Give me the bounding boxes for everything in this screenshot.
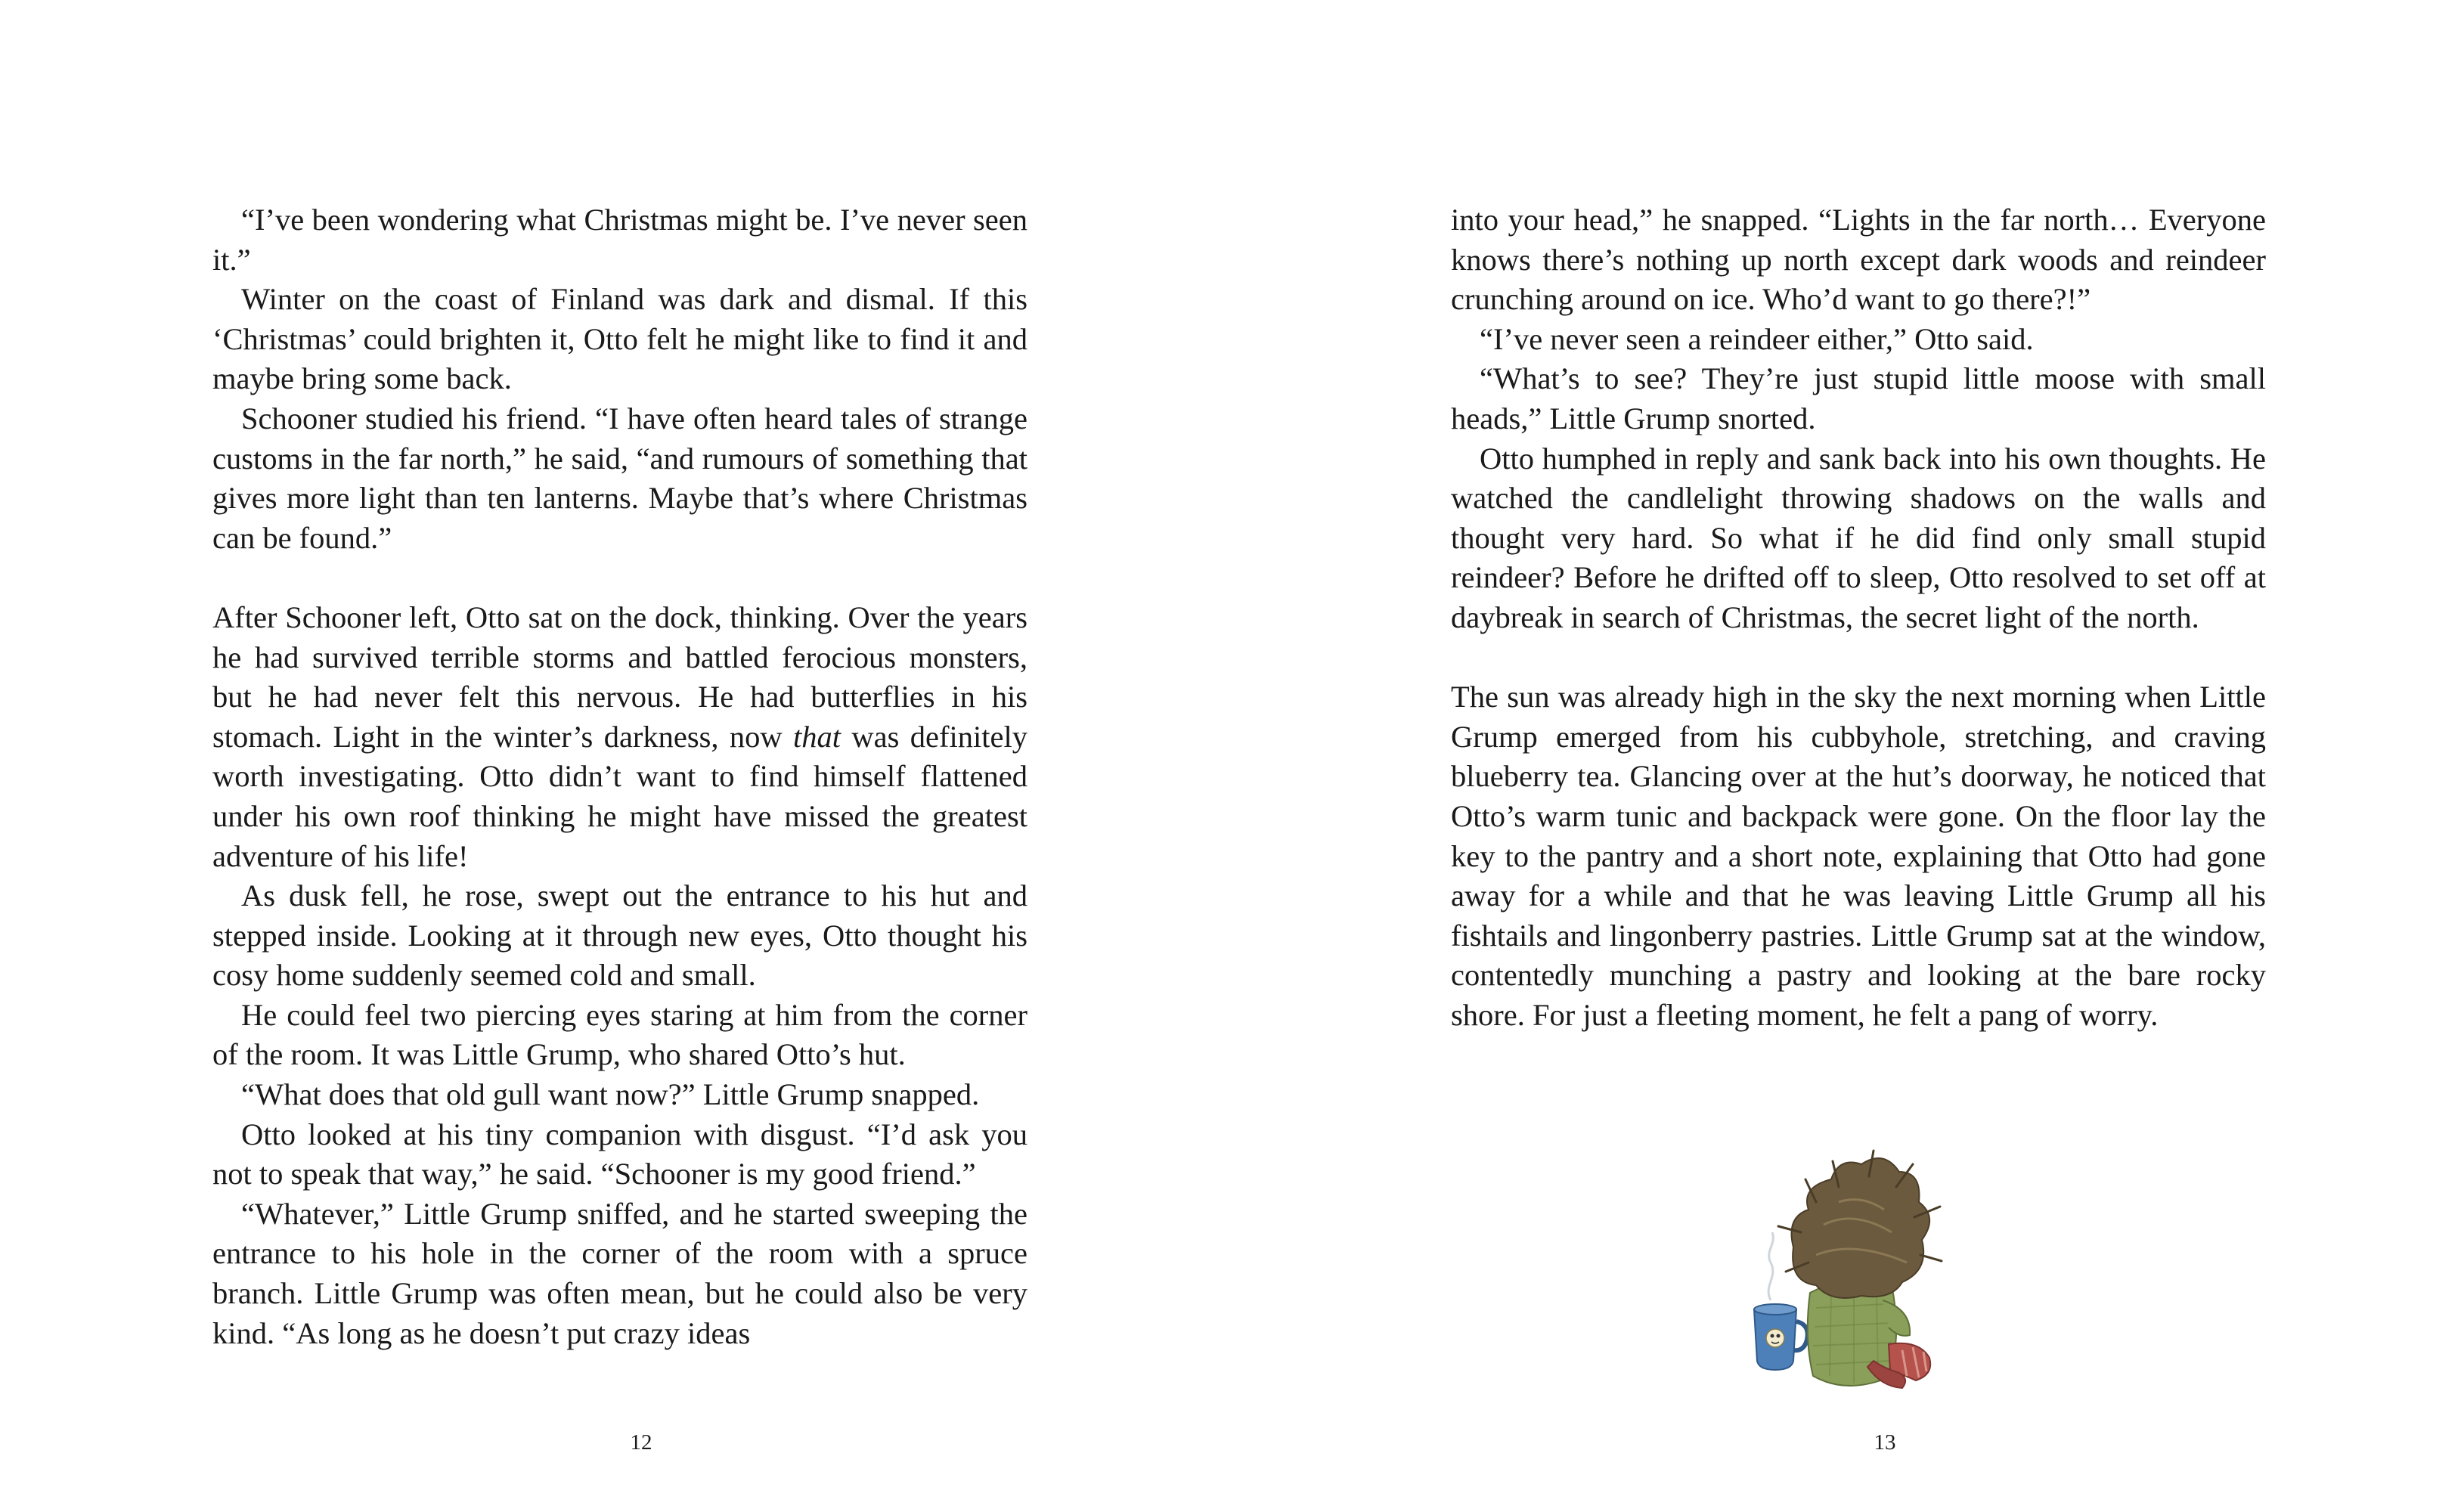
- steam-icon: [1768, 1232, 1773, 1300]
- tea-mug-icon: [1754, 1304, 1808, 1370]
- left-page-text: [212, 200, 1027, 1353]
- page-number: 12: [630, 1430, 652, 1455]
- section-break: [1451, 638, 2266, 678]
- paragraph: “I’ve never seen a reindeer either,” Otto said.: [1480, 321, 2034, 356]
- paragraph: The sun was already high in the sky the next morning when Little Grump emerged from his cubbyhole, stretching, and craving blueberry tea. Glancing over at the hut’s doorway, he noticed that Otto’s warm tunic and backpack were gone. On the floor lay the key to the pantry and a short note, explaining that Otto had gone away for a while and that he was leaving Little Grump all his fishtails and lingonberry pastries. Little Grump sat at the window, contentedly munching a pastry and looking at the bare rocky shore. For just a fleeting moment, he felt a pang of worry.: [1451, 680, 2266, 1032]
- paragraph: Winter on the coast of Finland was dark and dismal. If this ‘Christmas’ could brighten it, Otto felt he might like to find it and maybe bring some back.: [212, 282, 1027, 396]
- paragraph: “What does that old gull want now?” Little Grump snapped.: [241, 1077, 980, 1112]
- paragraph: Schooner studied his friend. “I have often heard tales of strange customs in the far north,” he said, “and rumours of something that gives more light than ten lanterns. Maybe that’s where Christmas can be found.”: [212, 401, 1027, 555]
- emphasis-text: that: [793, 719, 841, 754]
- section-break: [212, 558, 1027, 598]
- paragraph: He could feel two piercing eyes staring at him from the corner of the room. It was Little Grump, who shared Otto’s hut.: [212, 997, 1027, 1072]
- paragraph: “What’s to see? They’re just stupid little moose with small heads,” Little Grump snorted.: [1451, 361, 2266, 435]
- paragraph: “I’ve been wondering what Christmas might be. I’ve never seen it.”: [212, 203, 1027, 277]
- right-page: [1232, 0, 2464, 1512]
- paragraph: into your head,” he snapped. “Lights in the far north… Everyone knows there’s nothing up north except dark woods and reindeer crunching around on ice. Who’d want to go there?!”: [1451, 203, 2266, 317]
- paragraph: [212, 598, 1027, 876]
- little-grump-illustration: [1740, 1134, 1982, 1406]
- paragraph-text: After Schooner left, Otto sat on the dock, thinking. Over the years he had survived terrible storms and battled ferocious monsters, but he had never felt this nervous. He had butterflies in his stomach. Light in the winter’s darkness, now: [212, 600, 1027, 754]
- page-number: 13: [1874, 1430, 1896, 1455]
- paragraph: Otto humphed in reply and sank back into his own thoughts. He watched the candlelight throwing shadows on the walls and thought very hard. So what if he did find only small stupid reindeer? Before he drifted off to sleep, Otto resolved to set off at daybreak in search of Christmas, the secret light of the north.: [1451, 441, 2266, 634]
- creature-figure: [1778, 1151, 1942, 1388]
- paragraph-text: was definitely worth investigating. Otto didn’t want to find himself flattened under his own roof thinking he might have missed the greatest adventure of his life!: [212, 719, 1027, 873]
- paragraph: Otto looked at his tiny companion with disgust. “I’d ask you not to speak that way,” he said. “Schooner is my good friend.”: [212, 1117, 1027, 1191]
- right-page-text: [1451, 200, 2266, 1035]
- paragraph: “Whatever,” Little Grump sniffed, and he started sweeping the entrance to his hole in the corner of the room with a spruce branch. Little Grump was often mean, but he could also be very kind. “As long as he doesn’t put crazy ideas: [212, 1196, 1027, 1350]
- paragraph: As dusk fell, he rose, swept out the entrance to his hut and stepped inside. Looking at it through new eyes, Otto thought his cosy home suddenly seemed cold and small.: [212, 878, 1027, 993]
